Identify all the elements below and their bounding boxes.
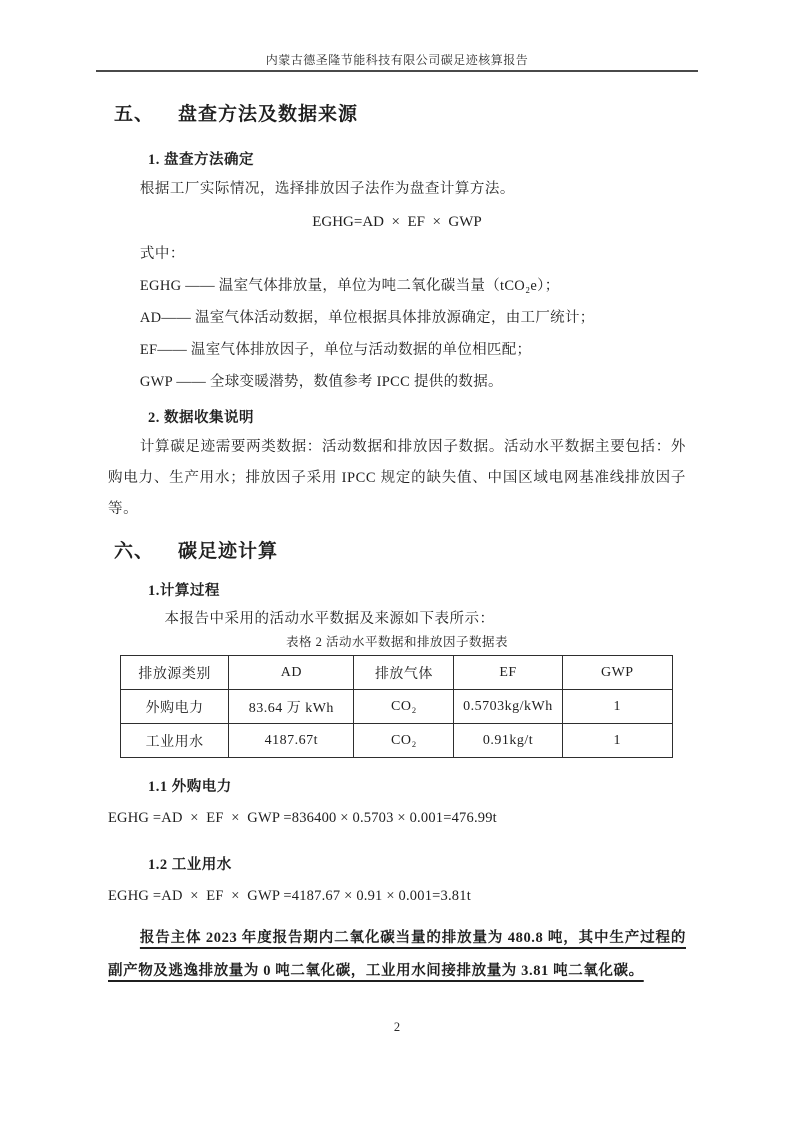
document-body [108,92,686,987]
definition-eghg: EGHG —— 温室气体排放量，单位为吨二氧化碳当量（tCO₂e）； [139,278,560,294]
section-heading-5 [114,102,686,128]
subheading-water: 1.2 工业用水 [148,857,232,873]
table-header-gwp: GWP [562,656,672,690]
subheading-electricity: 1.1 外购电力 [148,779,232,795]
calc-electricity: EGHG =AD × EF × GWP =836400 × 0.5703 × 0.001=476.99t [108,810,497,826]
cell-gwp: 1 [562,690,672,724]
table-caption: 表格 2 活动水平数据和排放因子数据表 [285,635,508,649]
paragraph-table-intro: 本报告中采用的活动水平数据及来源如下表所示： [164,611,495,627]
cell-gwp: 1 [562,724,672,758]
table-header-ef: EF [454,656,562,690]
table-row-water [121,724,673,758]
definition-ef: EF—— 温室气体排放因子，单位与活动数据的单位相匹配； [139,342,532,358]
page-number: 2 [393,1020,401,1034]
running-header-title: 内蒙古德圣隆节能科技有限公司碳足迹核算报告 [265,53,529,67]
activity-data-table [120,655,673,758]
subheading-data-collection: 2. 数据收集说明 [148,410,254,426]
cell-gas: CO₂ [354,724,454,758]
cell-source: 工业用水 [121,724,229,758]
table-header-gas: 排放气体 [354,656,454,690]
cell-gas: CO₂ [354,690,454,724]
table-row-electricity [121,690,673,724]
section-5-title: 盘查方法及数据来源 [178,104,359,125]
paragraph-data-collection: 计算碳足迹需要两类数据：活动数据和排放因子数据。活动水平数据主要包括：外购电力、生产用水；排放因子采用 IPCC 规定的缺失值、中国区域电网基准线排放因子等。 [108,439,686,517]
formula-term-definitions [108,270,686,398]
cell-ef: 0.91kg/t [454,724,562,758]
cell-ad: 83.64 万 kWh [229,690,354,724]
table-header-ad: AD [229,656,354,690]
section-5-number: 五、 [114,104,155,125]
definition-ad: AD—— 温室气体活动数据，单位根据具体排放源确定，由工厂统计； [139,310,595,326]
section-heading-6 [114,539,686,565]
conclusion-paragraph: 报告主体 2023 年度报告期内二氧化碳当量的排放量为 480.8 吨，其中生产过程的副产物及逃逸排放量为 0 吨二氧化碳，工业用水间接排放量为 3.81 吨二氧化碳。 [108,930,686,979]
cell-ef: 0.5703kg/kWh [454,690,562,724]
cell-ad: 4187.67t [229,724,354,758]
table-header-row [121,656,673,690]
cell-source: 外购电力 [121,690,229,724]
table-header-source: 排放源类别 [121,656,229,690]
subheading-method-determination: 1. 盘查方法确定 [148,152,254,168]
section-6-title: 碳足迹计算 [178,541,279,562]
header-divider-rule [96,70,698,72]
calc-water: EGHG =AD × EF × GWP =4187.67 × 0.91 × 0.001=3.81t [108,888,471,904]
definition-gwp: GWP —— 全球变暖潜势，数值参考 IPCC 提供的数据。 [139,374,503,390]
subheading-calc-process: 1.计算过程 [148,583,220,599]
formula-intro: 式中： [139,246,185,262]
ghg-formula: EGHG=AD × EF × GWP [312,214,482,230]
paragraph-method: 根据工厂实际情况，选择排放因子法作为盘查计算方法。 [139,181,515,197]
section-6-number: 六、 [114,541,155,562]
